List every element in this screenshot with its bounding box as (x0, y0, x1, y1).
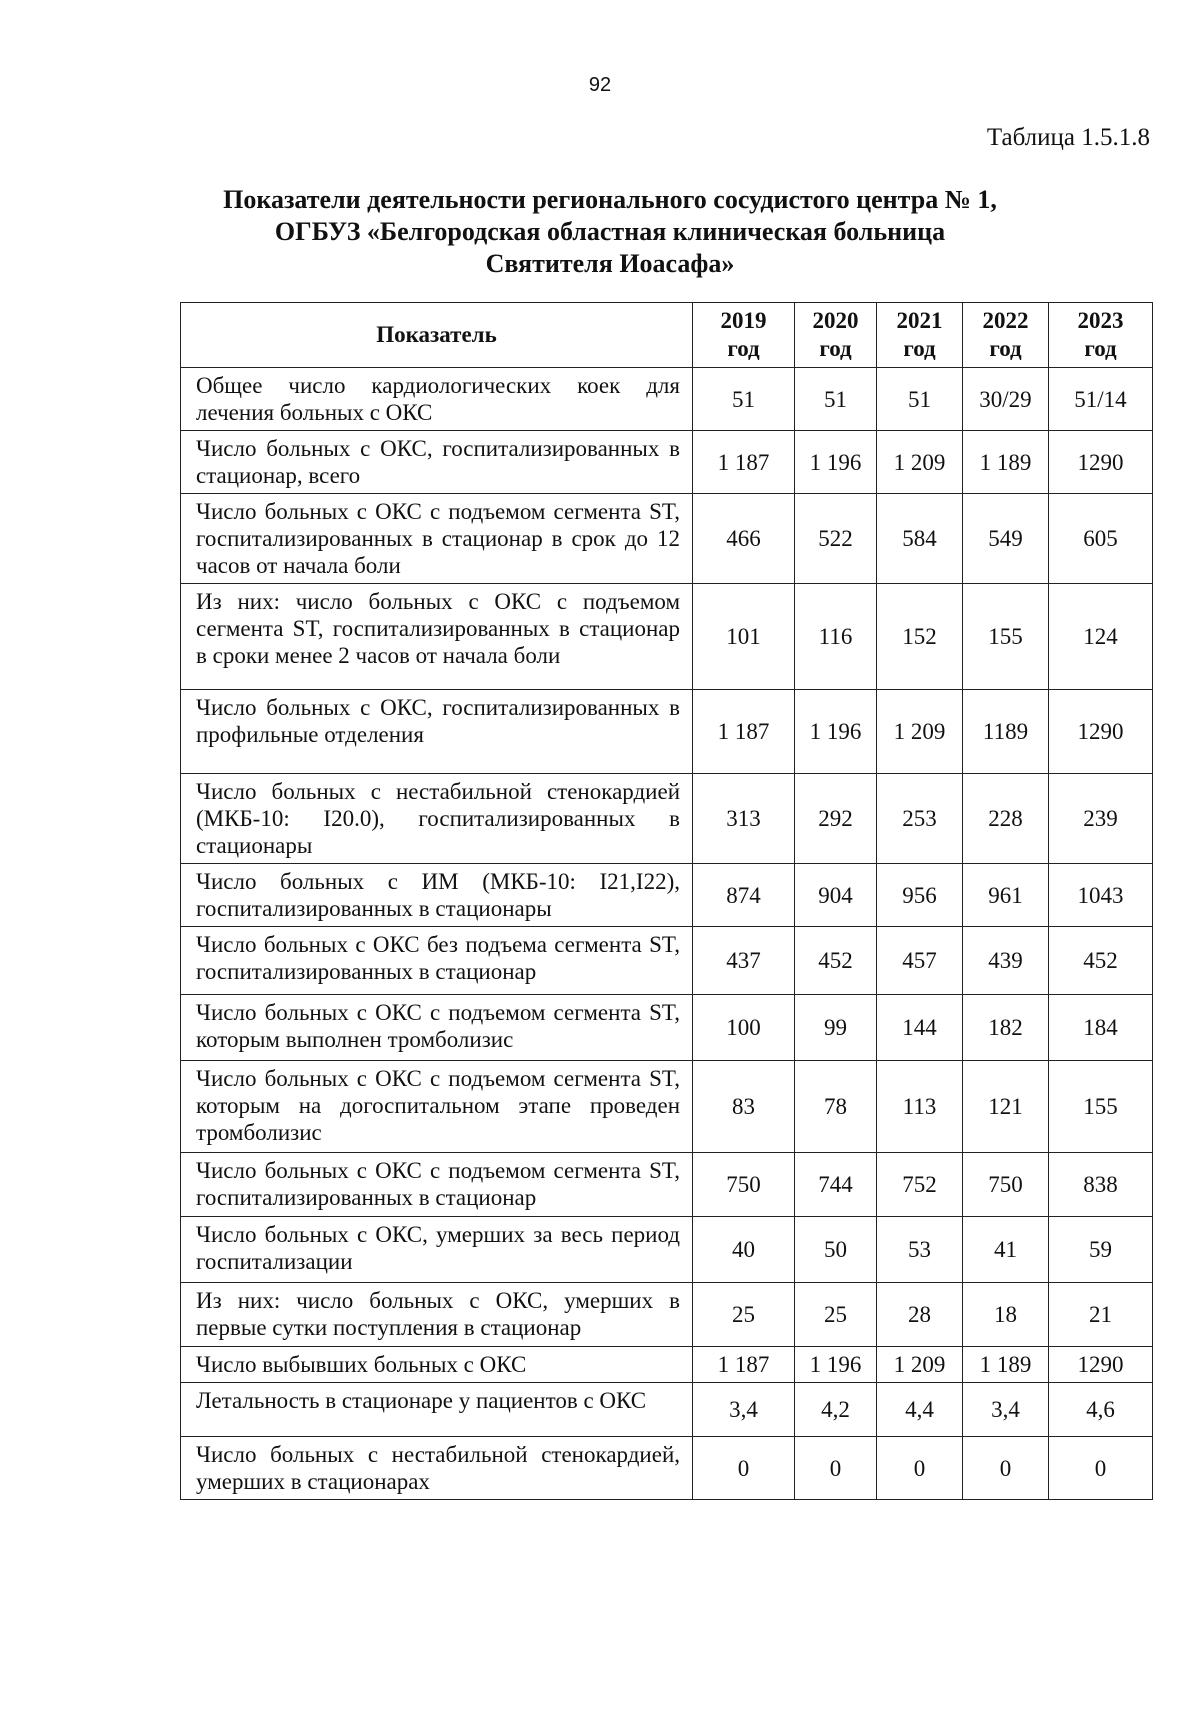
row-value-2021: 1 209 (877, 1347, 963, 1383)
row-value-2022: 3,4 (963, 1383, 1049, 1437)
header-year-unit: год (903, 336, 936, 361)
header-year-unit: год (989, 336, 1022, 361)
row-value-2019: 1 187 (693, 690, 795, 774)
header-year-2022 (963, 303, 1049, 368)
row-value-2023: 59 (1049, 1217, 1153, 1283)
header-year-2021 (877, 303, 963, 368)
row-indicator-label: Число выбывших больных с ОКС (181, 1347, 693, 1383)
row-value-2019: 750 (693, 1153, 795, 1217)
table-header-row (181, 303, 1153, 368)
row-value-2022: 439 (963, 927, 1049, 995)
row-value-2021: 144 (877, 995, 963, 1061)
header-year: 2019 (720, 308, 767, 333)
row-value-2020: 51 (795, 368, 877, 431)
row-value-2019: 25 (693, 1283, 795, 1347)
row-value-2023: 1290 (1049, 431, 1153, 494)
row-indicator-label: Летальность в стационаре у пациентов с ОКС (181, 1383, 693, 1437)
table-row (181, 368, 1153, 431)
table-row (181, 1347, 1153, 1383)
row-value-2021: 584 (877, 494, 963, 584)
table-row (181, 995, 1153, 1061)
row-value-2020: 99 (795, 995, 877, 1061)
row-value-2021: 113 (877, 1061, 963, 1153)
row-value-2019: 437 (693, 927, 795, 995)
header-indicator: Показатель (181, 303, 693, 368)
row-value-2020: 4,2 (795, 1383, 877, 1437)
row-value-2019: 874 (693, 864, 795, 927)
row-value-2019: 0 (693, 1437, 795, 1500)
row-value-2023: 452 (1049, 927, 1153, 995)
row-value-2022: 0 (963, 1437, 1049, 1500)
table-row (181, 1061, 1153, 1153)
header-year: 2023 (1077, 308, 1124, 333)
row-indicator-label: Число больных с ОКС с подъемом сегмента ST, госпитализированных в стационар (181, 1153, 693, 1217)
row-value-2019: 1 187 (693, 431, 795, 494)
row-value-2020: 78 (795, 1061, 877, 1153)
row-indicator-label: Из них: число больных с ОКС, умерших в первые сутки поступления в стационар (181, 1283, 693, 1347)
table-row (181, 431, 1153, 494)
row-value-2019: 51 (693, 368, 795, 431)
row-value-2022: 1 189 (963, 431, 1049, 494)
row-value-2022: 1189 (963, 690, 1049, 774)
header-year-2023 (1049, 303, 1153, 368)
row-value-2020: 904 (795, 864, 877, 927)
header-year-2019 (693, 303, 795, 368)
table-body (181, 368, 1153, 1500)
row-indicator-label: Число больных с нестабильной стенокардией (МКБ-10: I20.0), госпитализированных в стационары (181, 774, 693, 864)
header-year: 2022 (982, 308, 1029, 333)
document-title (160, 184, 1060, 280)
row-value-2023: 1043 (1049, 864, 1153, 927)
row-value-2021: 752 (877, 1153, 963, 1217)
row-value-2020: 25 (795, 1283, 877, 1347)
row-value-2022: 41 (963, 1217, 1049, 1283)
row-value-2021: 457 (877, 927, 963, 995)
row-value-2019: 101 (693, 584, 795, 690)
row-value-2020: 452 (795, 927, 877, 995)
row-value-2023: 21 (1049, 1283, 1153, 1347)
table-row (181, 1217, 1153, 1283)
row-value-2021: 53 (877, 1217, 963, 1283)
row-value-2022: 228 (963, 774, 1049, 864)
table-row (181, 1437, 1153, 1500)
row-value-2023: 4,6 (1049, 1383, 1153, 1437)
header-year-unit: год (1084, 336, 1117, 361)
row-value-2023: 155 (1049, 1061, 1153, 1153)
row-value-2022: 750 (963, 1153, 1049, 1217)
row-value-2023: 239 (1049, 774, 1153, 864)
row-value-2023: 124 (1049, 584, 1153, 690)
row-value-2021: 4,4 (877, 1383, 963, 1437)
row-indicator-label: Число больных с ОКС с подъемом сегмента ST, которым выполнен тромболизис (181, 995, 693, 1061)
table-row (181, 864, 1153, 927)
row-value-2019: 3,4 (693, 1383, 795, 1437)
row-indicator-label: Число больных с ОКС, госпитализированных в профильные отделения (181, 690, 693, 774)
row-value-2019: 1 187 (693, 1347, 795, 1383)
header-year-unit: год (819, 336, 852, 361)
header-year-unit: год (727, 336, 760, 361)
row-value-2022: 30/29 (963, 368, 1049, 431)
row-indicator-label: Число больных с ОКС без подъема сегмента ST, госпитализированных в стационар (181, 927, 693, 995)
row-indicator-label: Число больных с ИМ (МКБ-10: I21,I22), госпитализированных в стационары (181, 864, 693, 927)
row-indicator-label: Число больных с ОКС с подъемом сегмента ST, госпитализированных в стационар в срок до 12 часов от начала боли (181, 494, 693, 584)
table-row (181, 494, 1153, 584)
row-indicator-label: Число больных с ОКС с подъемом сегмента ST, которым на догоспитальном этапе проведен тромболизис (181, 1061, 693, 1153)
row-value-2020: 292 (795, 774, 877, 864)
row-value-2021: 51 (877, 368, 963, 431)
row-value-2023: 1290 (1049, 690, 1153, 774)
row-value-2022: 18 (963, 1283, 1049, 1347)
row-value-2022: 182 (963, 995, 1049, 1061)
row-value-2020: 1 196 (795, 1347, 877, 1383)
row-value-2023: 838 (1049, 1153, 1153, 1217)
table-row (181, 774, 1153, 864)
table-row (181, 1383, 1153, 1437)
row-value-2021: 1 209 (877, 690, 963, 774)
header-year: 2021 (896, 308, 943, 333)
title-line: Показатели деятельности регионального сосудистого центра № 1, (223, 185, 997, 214)
row-value-2020: 116 (795, 584, 877, 690)
row-value-2021: 956 (877, 864, 963, 927)
row-value-2019: 40 (693, 1217, 795, 1283)
row-value-2019: 100 (693, 995, 795, 1061)
table-row (181, 927, 1153, 995)
row-value-2022: 155 (963, 584, 1049, 690)
row-indicator-label: Число больных с нестабильной стенокардией, умерших в стационарах (181, 1437, 693, 1500)
title-line: ОГБУЗ «Белгородская областная клиническая больница (274, 217, 946, 246)
row-indicator-label: Число больных с ОКС, умерших за весь период госпитализации (181, 1217, 693, 1283)
row-value-2023: 605 (1049, 494, 1153, 584)
row-value-2023: 0 (1049, 1437, 1153, 1500)
row-value-2019: 83 (693, 1061, 795, 1153)
row-value-2021: 28 (877, 1283, 963, 1347)
row-indicator-label: Число больных с ОКС, госпитализированных в стационар, всего (181, 431, 693, 494)
row-value-2022: 1 189 (963, 1347, 1049, 1383)
row-value-2021: 0 (877, 1437, 963, 1500)
table-row (181, 690, 1153, 774)
row-value-2020: 1 196 (795, 690, 877, 774)
row-value-2019: 313 (693, 774, 795, 864)
table-label: Таблица 1.5.1.8 (986, 124, 1150, 151)
row-value-2021: 253 (877, 774, 963, 864)
row-value-2022: 549 (963, 494, 1049, 584)
table-row (181, 584, 1153, 690)
row-value-2020: 50 (795, 1217, 877, 1283)
row-value-2023: 51/14 (1049, 368, 1153, 431)
row-indicator-label: Из них: число больных с ОКС с подъемом сегмента ST, госпитализированных в стационар в сроки менее 2 часов от начала боли (181, 584, 693, 690)
row-value-2022: 121 (963, 1061, 1049, 1153)
row-value-2021: 1 209 (877, 431, 963, 494)
header-year: 2020 (812, 308, 859, 333)
row-value-2023: 184 (1049, 995, 1153, 1061)
indicators-table (180, 302, 1153, 1500)
row-value-2020: 522 (795, 494, 877, 584)
row-value-2020: 0 (795, 1437, 877, 1500)
page-number: 92 (588, 74, 612, 96)
row-value-2019: 466 (693, 494, 795, 584)
row-value-2023: 1290 (1049, 1347, 1153, 1383)
row-value-2022: 961 (963, 864, 1049, 927)
row-value-2020: 744 (795, 1153, 877, 1217)
row-indicator-label: Общее число кардиологических коек для лечения больных с ОКС (181, 368, 693, 431)
header-year-2020 (795, 303, 877, 368)
row-value-2021: 152 (877, 584, 963, 690)
row-value-2020: 1 196 (795, 431, 877, 494)
table-row (181, 1283, 1153, 1347)
title-line: Святителя Иоасафа» (485, 249, 735, 278)
table-row (181, 1153, 1153, 1217)
